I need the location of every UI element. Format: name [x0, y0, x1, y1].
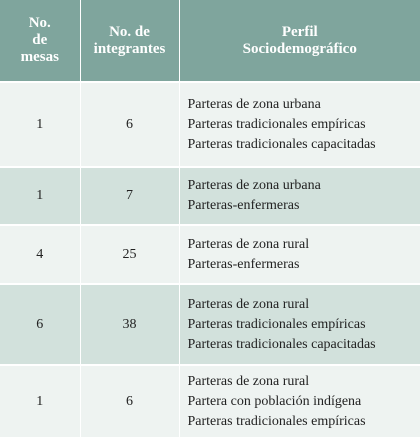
header-row [0, 0, 420, 82]
header-perfil: Perfil Sociodemográfico [179, 0, 420, 82]
cell-mesas: 1 [0, 82, 80, 167]
cell-mesas: 1 [0, 167, 80, 225]
cell-mesas: 1 [0, 365, 80, 437]
cell-integrantes: 6 [80, 365, 179, 437]
cell-integrantes: 38 [80, 284, 179, 365]
table-row [0, 167, 420, 225]
cell-perfil: Parteras de zona rural Parteras-enfermeras [179, 225, 420, 284]
cell-perfil: Parteras de zona rural Parteras tradicionales empíricas Parteras tradicionales capacitadas [179, 284, 420, 365]
header-integrantes: No. de integrantes [80, 0, 179, 82]
cell-perfil: Parteras de zona rural Partera con población indígena Parteras tradicionales empíricas [179, 365, 420, 437]
table-row [0, 284, 420, 365]
cell-perfil: Parteras de zona urbana Parteras tradicionales empíricas Parteras tradicionales capacitadas [179, 82, 420, 167]
cell-perfil: Parteras de zona urbana Parteras-enfermeras [179, 167, 420, 225]
table-row [0, 365, 420, 437]
cell-integrantes: 6 [80, 82, 179, 167]
table-row [0, 82, 420, 167]
cell-integrantes: 7 [80, 167, 179, 225]
cell-mesas: 4 [0, 225, 80, 284]
cell-integrantes: 25 [80, 225, 179, 284]
header-mesas: No. de mesas [0, 0, 80, 82]
table-row [0, 225, 420, 284]
cell-mesas: 6 [0, 284, 80, 365]
